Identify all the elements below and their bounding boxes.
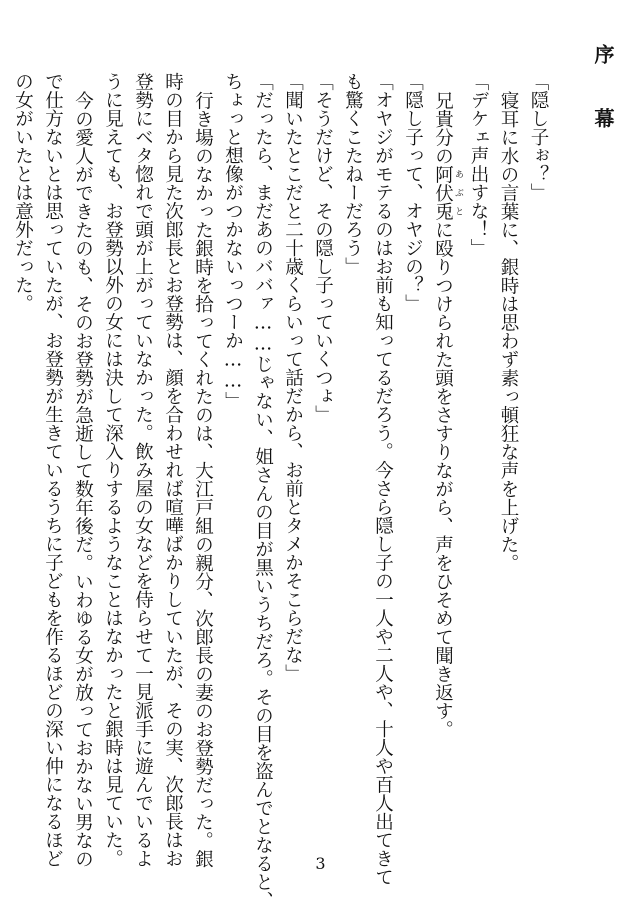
text-line: 「聞いたとこだと二十歳くらいって話だから、お前とタメかそこらだな」	[282, 72, 304, 683]
text-line: も驚くこたねーだろう」	[342, 72, 364, 276]
text-line: ちょっと想像がつかないっつーか……」	[222, 72, 244, 410]
text-line: 登勢にベタ惚れで頭が上がっていなかった。飲み屋の女などを侍らせて一見派手に遊んでいるよ	[132, 72, 154, 868]
text-line: 時の目から見た次郎長とお登勢は、顔を合わせれば喧嘩ばかりしていたが、その実、次郎長はお	[162, 72, 184, 868]
text-line: 今の愛人ができたのも、そのお登勢が急逝して数年後だ。いわゆる女が放っておかない男なの	[72, 90, 94, 868]
chapter-title: 序 幕	[591, 44, 615, 140]
text-line: 行き場のなかった銀時を拾ってくれたのは、大江戸組の親分、次郎長の妻のお登勢だった。銀	[192, 90, 214, 868]
text-line: 「隠し子ぉ？」	[528, 72, 549, 202]
body-text	[8, 72, 554, 910]
text-line: 「デケェ声出すな！」	[468, 72, 489, 257]
text-line: の女がいたとは意外だった。	[12, 72, 34, 313]
page-number: 3	[315, 854, 326, 873]
ruby-annotation: 阿伏兎 あぶと	[432, 164, 463, 220]
text-line: 寝耳に水の言葉に、銀時は思わず素っ頓狂な声を上げた。	[498, 90, 519, 572]
text-line: 兄貴分の阿伏兎 あぶとに殴りつけられた頭をさすりながら、声をひそめて聞き返す。	[432, 90, 463, 738]
text-line: 「隠し子って、オヤジの？」	[402, 72, 424, 313]
text-line: 「そうだけど、その隠し子っていくつょ」	[312, 72, 334, 424]
text-line: 「だったら、まだあのババァ……じゃない、姐さんの目が黒いうちだろ。その目を盗んでとなると、	[252, 72, 274, 910]
text-line: で仕方ないとは思っていたが、お登勢が生きているうちに子どもを作るほどの深い仲になるほど	[42, 72, 64, 868]
text-line: 「オヤジがモテるのはお前も知ってるだろう。今さら隠し子の一人や二人や、十人や百人出てきて	[372, 72, 394, 886]
text-line: うに見えても、お登勢以外の女には決して深入りするようなことはなかったと銀時は見ていた。	[102, 72, 124, 868]
